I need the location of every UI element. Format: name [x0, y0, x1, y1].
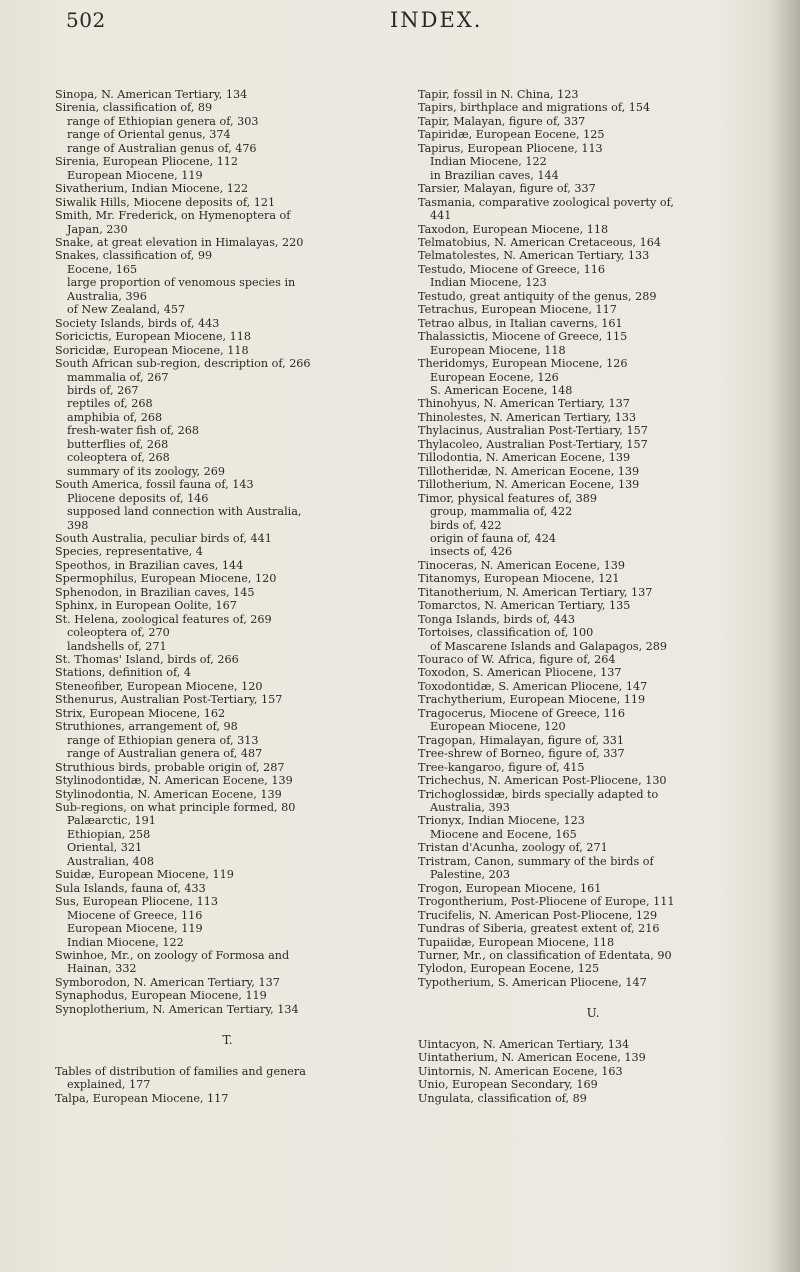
index-subentry: of New Zealand, 457: [67, 303, 186, 317]
index-subentry: range of Oriental genus, 374: [67, 128, 231, 142]
index-subentry: range of Australian genera of, 487: [67, 747, 263, 761]
index-entry: Species, representative, 4: [55, 545, 203, 559]
index-entry: Tristan d'Acunha, zoology of, 271: [418, 841, 608, 855]
index-entry: Trichoglossidæ, birds specially adapted to: [418, 787, 659, 801]
index-entry: Suidæ, European Miocene, 119: [55, 868, 234, 882]
index-entry: Trionyx, Indian Miocene, 123: [418, 814, 585, 828]
index-entry: Thylacinus, Australian Post-Tertiary, 157: [418, 424, 648, 438]
page-header: [60, 6, 740, 36]
index-entry: Snakes, classification of, 99: [55, 249, 213, 263]
index-entry-continuation: Hainan, 332: [67, 962, 137, 976]
index-entry: Toxodontidæ, S. American Pliocene, 147: [418, 679, 648, 693]
index-entry: Sula Islands, fauna of, 433: [55, 881, 206, 895]
index-entry: St. Thomas' Island, birds of, 266: [55, 653, 239, 667]
index-entry: Toxodon, S. American Pliocene, 137: [418, 666, 622, 680]
index-subentry: European Miocene, 119: [67, 168, 203, 182]
index-column-left: [55, 88, 400, 1105]
index-subentry: birds of, 422: [430, 518, 502, 532]
index-entry: Titanotherium, N. American Tertiary, 137: [418, 585, 653, 599]
index-subentry: Miocene of Greece, 116: [67, 908, 203, 922]
index-entry: Testudo, great antiquity of the genus, 289: [418, 289, 657, 303]
index-entry: Tapir, fossil in N. China, 123: [418, 88, 579, 101]
index-entry: Thinolestes, N. American Tertiary, 133: [418, 410, 637, 424]
index-entry: Stations, definition of, 4: [55, 666, 192, 680]
index-subentry: European Miocene, 120: [430, 720, 566, 734]
index-entry-continuation: Australia, 396: [67, 289, 147, 303]
index-entry: Turner, Mr., on classification of Edentata, 90: [418, 949, 672, 962]
letter-heading: U.: [586, 1006, 600, 1021]
index-entry: Thinohyus, N. American Tertiary, 137: [418, 397, 630, 411]
index-entry-continuation: 441: [430, 209, 452, 223]
index-entry: Trogontherium, Post-Pliocene of Europe, 111: [418, 895, 675, 909]
index-entry: Sphinx, in European Oolite, 167: [55, 599, 237, 613]
index-entry: Trachytherium, European Miocene, 119: [418, 693, 646, 707]
index-entry: St. Helena, zoological features of, 269: [55, 612, 272, 626]
index-entry: Struthiones, arrangement of, 98: [55, 720, 238, 734]
index-entry: Timor, physical features of, 389: [418, 491, 598, 505]
index-entry: Trichechus, N. American Post-Pliocene, 130: [418, 774, 667, 788]
index-entry: Uintacyon, N. American Tertiary, 134: [418, 1037, 630, 1051]
index-entry-continuation: Australia, 393: [430, 801, 510, 815]
index-entry: Tortoises, classification of, 100: [418, 626, 594, 640]
index-entry-continuation: Palestine, 203: [430, 868, 510, 882]
index-entry: Uintornis, N. American Eocene, 163: [418, 1064, 623, 1078]
index-entry: Tinoceras, N. American Eocene, 139: [418, 558, 625, 572]
index-subentry: supposed land connection with Australia,: [67, 505, 302, 519]
index-entry: Taxodon, European Miocene, 118: [418, 222, 609, 236]
index-entry: Sinopa, N. American Tertiary, 134: [55, 88, 248, 101]
index-entry-continuation: 398: [67, 518, 89, 532]
index-entry: Tupaiidæ, European Miocene, 118: [418, 935, 615, 949]
index-entry: Telmatolestes, N. American Tertiary, 133: [418, 249, 650, 263]
index-entry: Trogon, European Miocene, 161: [418, 881, 602, 895]
index-entry: Tapirus, European Pliocene, 113: [418, 141, 603, 155]
index-entry: Ungulata, classification of, 89: [418, 1091, 587, 1105]
index-entry: Smith, Mr. Frederick, on Hymenoptera of: [55, 209, 291, 223]
index-entry: Spermophilus, European Miocene, 120: [55, 572, 277, 586]
index-entry: Tarsier, Malayan, figure of, 337: [418, 182, 596, 196]
index-subentry: Indian Miocene, 122: [430, 155, 547, 169]
index-subentry: of Mascarene Islands and Galapagos, 289: [430, 639, 668, 653]
index-entry: Tasmania, comparative zoological poverty of,: [418, 195, 674, 209]
index-entry: Stylinodontidæ, N. American Eocene, 139: [55, 774, 293, 788]
index-entry: Tomarctos, N. American Tertiary, 135: [418, 599, 631, 613]
index-entry: Unio, European Secondary, 169: [418, 1078, 598, 1092]
index-entry: Tristram, Canon, summary of the birds of: [418, 854, 654, 868]
index-subentry: Indian Miocene, 122: [67, 935, 184, 949]
index-subentry: summary of its zoology, 269: [67, 464, 225, 478]
index-entry: South Australia, peculiar birds of, 441: [55, 531, 272, 545]
index-subentry: in Brazilian caves, 144: [430, 168, 559, 182]
index-entry: Tragopan, Himalayan, figure of, 331: [418, 733, 624, 747]
index-entry: Tapir, Malayan, figure of, 337: [418, 114, 586, 128]
index-entry: Tylodon, European Eocene, 125: [418, 962, 600, 976]
index-subentry: European Miocene, 118: [430, 343, 566, 357]
index-entry: Sphenodon, in Brazilian caves, 145: [55, 585, 255, 599]
index-entry: Touraco of W. Africa, figure of, 264: [418, 653, 616, 667]
index-subentry: amphibia of, 268: [67, 410, 163, 424]
index-entry: South America, fossil fauna of, 143: [55, 478, 254, 492]
page-title: INDEX.: [390, 8, 483, 32]
index-entry: Swinhoe, Mr., on zoology of Formosa and: [55, 949, 290, 962]
index-entry: Thylacoleo, Australian Post-Tertiary, 157: [418, 437, 648, 451]
index-entry: Tonga Islands, birds of, 443: [418, 612, 576, 626]
index-subentry: group, mammalia of, 422: [430, 505, 573, 519]
page-number: 502: [66, 8, 106, 32]
index-entry: Titanomys, European Miocene, 121: [418, 572, 620, 586]
index-entry: Tapirs, birthplace and migrations of, 154: [418, 101, 651, 115]
index-entry: Stylinodontia, N. American Eocene, 139: [55, 787, 282, 801]
index-entry: Synaphodus, European Miocene, 119: [55, 989, 267, 1003]
index-entry: Tillotheridæ, N. American Eocene, 139: [418, 464, 640, 478]
index-entry: Talpa, European Miocene, 117: [55, 1091, 229, 1105]
index-entry: South African sub-region, description of, 266: [55, 357, 311, 371]
page-edge-shadow: [770, 0, 800, 1272]
index-entry: Sus, European Pliocene, 113: [55, 895, 218, 909]
index-entry: Soricidæ, European Miocene, 118: [55, 343, 249, 357]
index-entry: Snake, at great elevation in Himalayas, 220: [55, 235, 304, 249]
index-subentry: reptiles of, 268: [67, 397, 153, 411]
index-subentry: Miocene and Eocene, 165: [430, 827, 577, 841]
index-column-right: [418, 88, 768, 1105]
index-subentry: large proportion of venomous species in: [67, 276, 296, 290]
index-entry: Tetrao albus, in Italian caverns, 161: [418, 316, 623, 330]
index-entry: Synoplotherium, N. American Tertiary, 134: [55, 1002, 299, 1016]
index-subentry: Oriental, 321: [67, 841, 143, 855]
index-subentry: Ethiopian, 258: [67, 827, 151, 841]
index-entry: Soricictis, European Miocene, 118: [55, 330, 251, 344]
index-subentry: range of Ethiopian genera of, 303: [67, 114, 259, 128]
index-entry: Steneofiber, European Miocene, 120: [55, 679, 263, 693]
index-subentry: insects of, 426: [430, 545, 513, 559]
index-entry: Sub-regions, on what principle formed, 80: [55, 801, 296, 815]
letter-heading: T.: [222, 1033, 233, 1048]
index-entry: Symborodon, N. American Tertiary, 137: [55, 975, 280, 989]
index-subentry: Eocene, 165: [67, 262, 138, 276]
index-entry: Trucifelis, N. American Post-Pliocene, 129: [418, 908, 658, 922]
index-subentry: Pliocene deposits of, 146: [67, 491, 209, 505]
index-entry: Tapiridæ, European Eocene, 125: [418, 128, 605, 142]
index-subentry: S. American Eocene, 148: [430, 383, 573, 397]
index-entry: Struthious birds, probable origin of, 287: [55, 760, 285, 774]
index-subentry: European Eocene, 126: [430, 370, 559, 384]
index-entry: Typotherium, S. American Pliocene, 147: [418, 975, 647, 989]
index-entry: Speothos, in Brazilian caves, 144: [55, 558, 244, 572]
index-subentry: birds of, 267: [67, 383, 139, 397]
index-entry: Sthenurus, Australian Post-Tertiary, 157: [55, 693, 283, 707]
index-entry: Testudo, Miocene of Greece, 116: [418, 262, 606, 276]
index-entry: Thalassictis, Miocene of Greece, 115: [418, 330, 628, 344]
index-subentry: European Miocene, 119: [67, 922, 203, 936]
index-entry: Tillodontia, N. American Eocene, 139: [418, 451, 631, 465]
index-entry: Sirenia, European Pliocene, 112: [55, 155, 239, 169]
index-subentry: mammalia of, 267: [67, 370, 169, 384]
index-entry: Telmatobius, N. American Cretaceous, 164: [418, 235, 661, 249]
index-entry: Tree-kangaroo, figure of, 415: [418, 760, 585, 774]
index-subentry: origin of fauna of, 424: [430, 531, 556, 545]
index-entry: Tundras of Siberia, greatest extent of, 216: [418, 922, 660, 936]
index-entry: Tragocerus, Miocene of Greece, 116: [418, 706, 626, 720]
index-entry: Society Islands, birds of, 443: [55, 316, 220, 330]
index-entry: Uintatherium, N. American Eocene, 139: [418, 1051, 646, 1065]
index-subentry: fresh-water fish of, 268: [67, 424, 200, 438]
index-entry: Tables of distribution of families and genera: [55, 1064, 306, 1078]
index-entry: Sivatherium, Indian Miocene, 122: [55, 182, 249, 196]
index-subentry: butterflies of, 268: [67, 437, 169, 451]
index-entry-continuation: explained, 177: [67, 1078, 151, 1092]
index-entry: Tetrachus, European Miocene, 117: [418, 303, 617, 317]
index-entry: Sirenia, classification of, 89: [55, 101, 213, 115]
index-subentry: range of Australian genus of, 476: [67, 141, 257, 155]
index-subentry: Australian, 408: [67, 854, 155, 868]
index-subentry: Palæarctic, 191: [67, 814, 156, 828]
index-entry: Tree-shrew of Borneo, figure of, 337: [418, 747, 625, 761]
index-subentry: coleoptera of, 268: [67, 451, 170, 465]
index-entry: Theridomys, European Miocene, 126: [418, 357, 628, 371]
index-subentry: Indian Miocene, 123: [430, 276, 547, 290]
index-subentry: landshells of, 271: [67, 639, 167, 653]
index-entry: Siwalik Hills, Miocene deposits of, 121: [55, 195, 276, 209]
index-entry: Strix, European Miocene, 162: [55, 706, 226, 720]
index-subentry: coleoptera of, 270: [67, 626, 170, 640]
index-subentry: range of Ethiopian genera of, 313: [67, 733, 259, 747]
index-entry-continuation: Japan, 230: [67, 222, 128, 236]
index-entry: Tillotherium, N. American Eocene, 139: [418, 478, 640, 492]
